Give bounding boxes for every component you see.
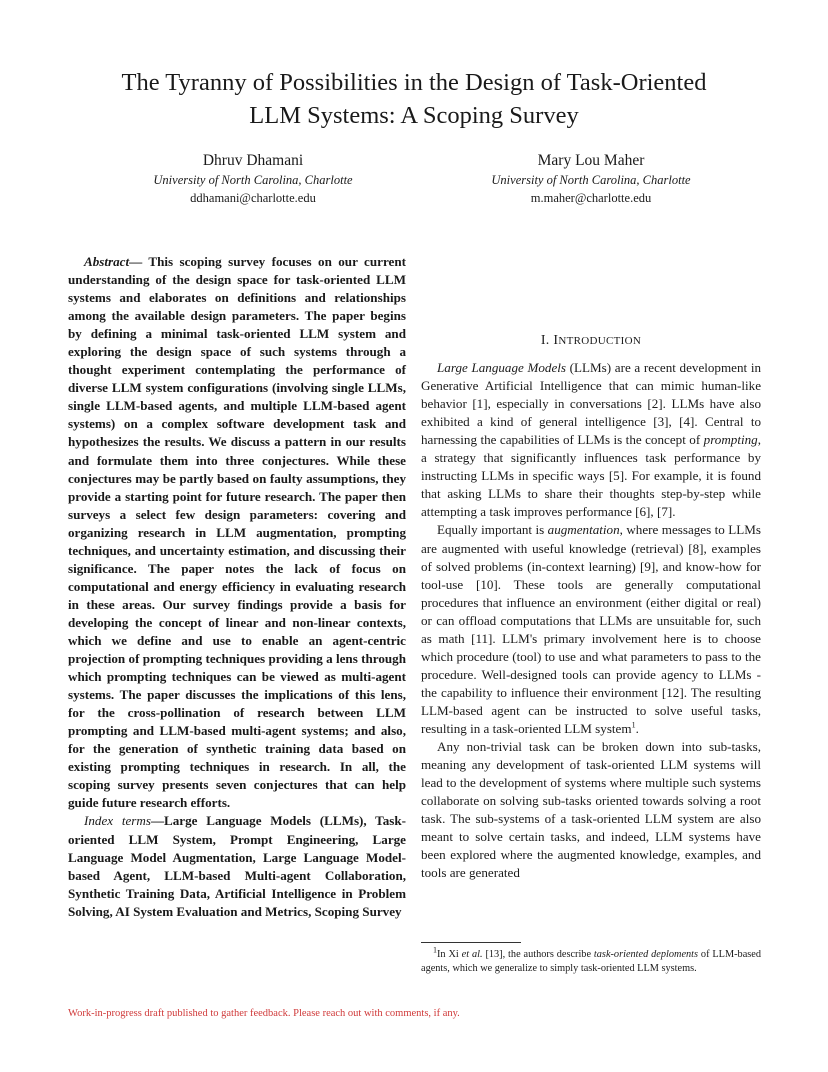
term-augmentation: augmentation <box>547 522 620 538</box>
footnote-marker[interactable]: 1 <box>631 720 636 730</box>
footnote-text: In Xi <box>437 949 462 960</box>
left-column <box>68 253 406 921</box>
footnote-divider <box>421 942 521 943</box>
footnote-text: of LLM-based agents, which we generalize to simply task-oriented LLM systems. <box>421 949 762 974</box>
author-2 <box>431 151 751 207</box>
author-email: ddhamani@charlotte.edu <box>190 191 316 205</box>
footnote-text: [13], the authors describe <box>482 949 594 960</box>
abstract-label: Abstract <box>84 254 130 269</box>
author-1 <box>93 151 413 207</box>
draft-notice: Work-in-progress draft published to gather feedback. Please reach out with comments, if any. <box>68 1008 460 1019</box>
abstract-text: — This scoping survey focuses on our current understanding of the design space for task-oriented LLM systems and elaborates on definitions and relationships among the available design parameters. The paper begins by defining a minimal task-oriented LLM system and exploring the design space of such systems through a thought experiment contemplating the performance of diverse LLM system configurations (involving single LLMs, single LLM-based agents, and multiple LLM-based agent systems) on a complex software development task and hypothesizes the results. We discuss a pattern in our results and formulate them into three conjectures. While these conjectures may be partly based on faulty assumptions, they provide a starting point for future research. The paper then surveys a select few design parameters: covering and organizing research in LLM augmentation, prompting techniques, and uncertainty estimation, and discussing their significance. The paper notes the lack of focus on computational and energy efficiency in evaluating research in these areas. Our survey findings provide a basis for developing the concept of linear and non-linear contexts, which we define and use to enable an agent-centric projection of prompting techniques providing a lens through which prompting techniques can be viewed as multi-agent systems. The paper discusses the implications of this lens, for the cross-pollination of research between LLM prompting and LLM-based multi-agent systems; and also, for the generation of synthetic training data based on existing prompting techniques in research. In all, the scoping survey presents seven conjectures that can help guide future research efforts. <box>68 254 406 811</box>
index-continuation-space <box>421 253 761 307</box>
intro-text: , a strategy that significantly influences task performance by instructing LLMs in specific ways [5]. For example, it is found that asking LLMs to share their thoughts step-by-step while attempting a task improves performance [6], [7]. <box>421 432 761 520</box>
author-affiliation: University of North Carolina, Charlotte <box>491 173 691 187</box>
intro-text: . <box>635 720 639 736</box>
term-llm: Large Language Models <box>437 360 567 376</box>
footnote <box>421 945 762 976</box>
intro-text: (LLMs) are a recent development in Generative Artificial Intelligence that can mimic human-like behavior [1], especially in conversations [2]. LLMs have also exhibited a kind of general intelligence [3], [4]. Central to harnessing the capabilities of LLMs is the concept of <box>421 360 762 448</box>
index-terms-label: Index terms <box>84 813 151 829</box>
author-email: m.maher@charlotte.edu <box>530 191 652 205</box>
intro-text: Equally important is <box>437 522 548 538</box>
footnote-emphasis: task-oriented deploments <box>593 949 699 960</box>
title-line-2: LLM Systems: A Scoping Survey <box>249 102 579 129</box>
title-line-1: The Tyranny of Possibilities in the Design of Task-Oriented <box>121 69 707 96</box>
index-terms-text: —Large Language Models (LLMs), Task-oriented LLM System, Prompt Engineering, Large Language Model Augmentation, Large Language Model-based Agent, LLM-based Multi-agent Collaboration, Synthetic Training Data, Artificial Intelligence in Problem Solving, AI System Evaluation and Metrics, Scoping Survey <box>68 813 406 919</box>
footnote-mark: 1 <box>433 945 437 955</box>
intro-text: , where messages to LLMs are augmented with useful knowledge (retrieval) [8], examples of solved problems (in-context learning) [9], and know-how for tool-use [10]. These tools are generally computational procedures that influence an environment (either digital or real) or can offload computations that LLMs are unsuitable for, such as math [11]. LLM's primary involvement here is to choose which procedure (tool) to use and what parameters to pass to the procedure. Well-designed tools can provide agency to LLMs - the capability to influence their environment [12]. The resulting LLM-based agent can be instructed to solve useful tasks, resulting in a task-oriented LLM system <box>421 522 761 736</box>
term-prompting: prompting <box>703 432 758 448</box>
abstract <box>68 253 406 812</box>
section-heading-introduction <box>421 332 761 350</box>
right-column <box>421 253 761 882</box>
author-affiliation: University of North Carolina, Charlotte <box>153 173 353 187</box>
author-name: Mary Lou Maher <box>537 152 645 169</box>
intro-paragraph-3: Any non-trivial task can be broken down into sub-tasks, meaning any development of task-oriented LLM systems will lead to the development of systems where multiple such systems collaborate on solving sub-tasks oriented towards solving a root task. The sub-systems of a task-oriented LLM system are also meant to solve certain tasks, and indeed, LLM systems have been explored where the augmented knowledge, examples, and tools are generated <box>421 739 761 881</box>
paper-title <box>40 66 788 132</box>
intro-paragraph-1 <box>421 359 761 521</box>
section-title-rest: NTRODUCTION <box>558 335 642 347</box>
intro-paragraph-2 <box>421 521 761 738</box>
index-terms <box>68 812 406 920</box>
section-number: I. <box>540 333 550 348</box>
footnote-emphasis: et al. <box>461 949 483 960</box>
author-name: Dhruv Dhamani <box>202 152 304 169</box>
section-title-initial: I <box>553 333 559 348</box>
